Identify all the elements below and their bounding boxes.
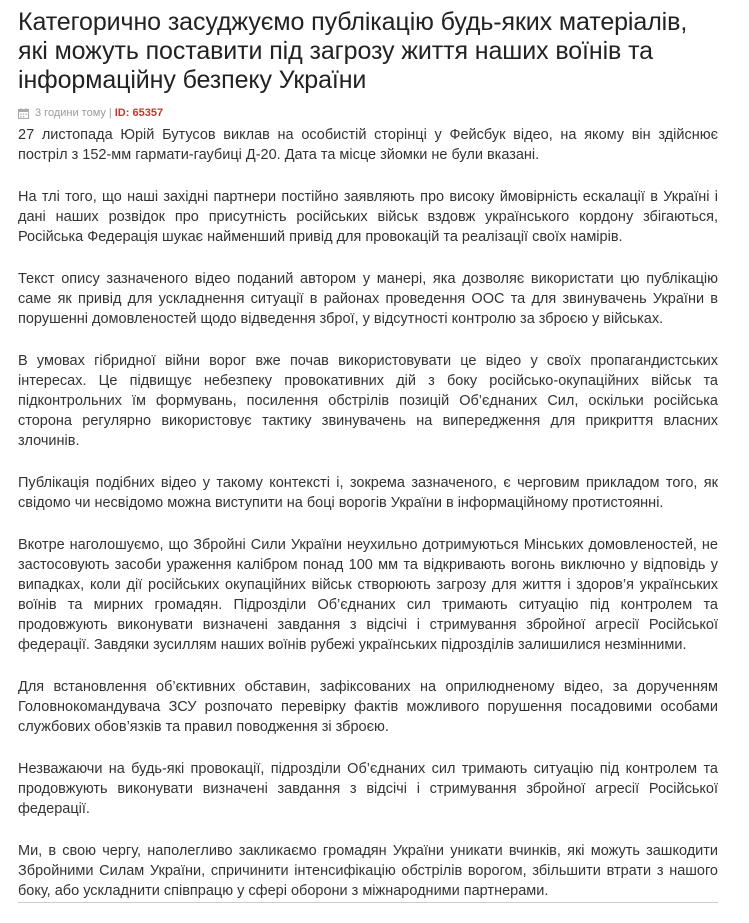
article-paragraph: Публікація подібних відео у такому контексті і, зокрема зазначеного, є черговим прикладом того, як свідомо чи несвідомо можна виступити на боці ворогів України в інформаційному протистоянні. [18, 475, 718, 511]
article-paragraph: Для встановлення об’єктивних обставин, зафіксованих на оприлюдненому відео, за дорученням Головнокомандувача ЗСУ розпочато перевірку фактів можливого порушення посадовими особами службових обов’язків та правил поводження зі зброєю. [18, 679, 718, 735]
article-paragraph: На тлі того, що наші західні партнери постійно заявляють про високу ймовірність ескалації в Україні і дані наших розвідок про присутність російських військ вздовж українського кордону збігаються, Російська Федерація шукає найменший привід для провокацій та реалізації своїх намірів. [18, 189, 718, 245]
article [18, 0, 718, 923]
article-id: ID: 65357 [114, 107, 164, 119]
article-meta [18, 105, 718, 121]
article-title: Категорично засуджуємо публікацію будь-яких матеріалів, які можуть поставити під загрозу життя наших воїнів та інформаційну безпеку України [18, 8, 688, 94]
article-paragraph: Незважаючи на будь-які провокації, підрозділи Об’єднаних сил тримають ситуацію під контролем та продовжують виконувати визначені завдання з відсічі і стримування збройної агресії Російської федерації. [18, 761, 718, 817]
article-paragraph: Вкотре наголошуємо, що Збройні Сили України неухильно дотримуються Мінських домовленостей, не застосовують засоби ураження калібром понад 100 мм та відкривають вогонь виключно у відповідь у випадках, коли дії російських окупаційних військ створюють загрозу для життя і здоров’я українських воїнів та мирних громадян. Підрозділи Об’єднаних сил тримають ситуацію під контролем та продовжують виконувати визначені завдання з відсічі і стримування збройної агресії Російської федерації. Завдяки зусиллям наших воїнів рубежі українських підрозділів залишилися незмінними. [18, 537, 718, 653]
article-body [18, 125, 718, 901]
article-paragraph: Текст опису зазначеного відео поданий автором у манері, яка дозволяє використати цю публікацію саме як привід для ускладнення ситуації в районах проведення ООС та для звинувачень України в порушенні домовленостей щодо відведення зброї, у відсутності контролю за зброєю у військах. [18, 271, 718, 327]
article-paragraph: В умовах гібридної війни ворог вже почав використовувати це відео у своїх пропагандистських інтересах. Це підвищує небезпеку провокативних дій з боку російсько-окупаційних військ та підконтрольних їм формувань, посилення обстрілів позицій Об’єднаних Сил, оскільки російська сторона регулярно використовує тактику звинувачень на випередження для прикриття власних злочинів. [18, 353, 718, 449]
bottom-divider [18, 902, 718, 903]
article-paragraph: Ми, в свою чергу, наполегливо закликаємо громадян України уникати вчинків, які можуть зашкодити Збройними Силам України, спричинити інтенсифікацію обстрілів ворогом, збільшити втрати з нашого боку, або ускладнити співпрацю у сфері оборони з міжнародними партнерами. [18, 843, 718, 899]
publish-time: 3 години тому [35, 107, 106, 119]
meta-separator: | [108, 107, 112, 119]
calendar-icon [18, 108, 29, 119]
article-paragraph: 27 листопада Юрій Бутусов виклав на особистій сторінці у Фейсбук відео, на якому він здійснює постріл з 152-мм гармати-гаубиці Д-20. Дата та місце зйомки не були вказані. [18, 127, 718, 163]
